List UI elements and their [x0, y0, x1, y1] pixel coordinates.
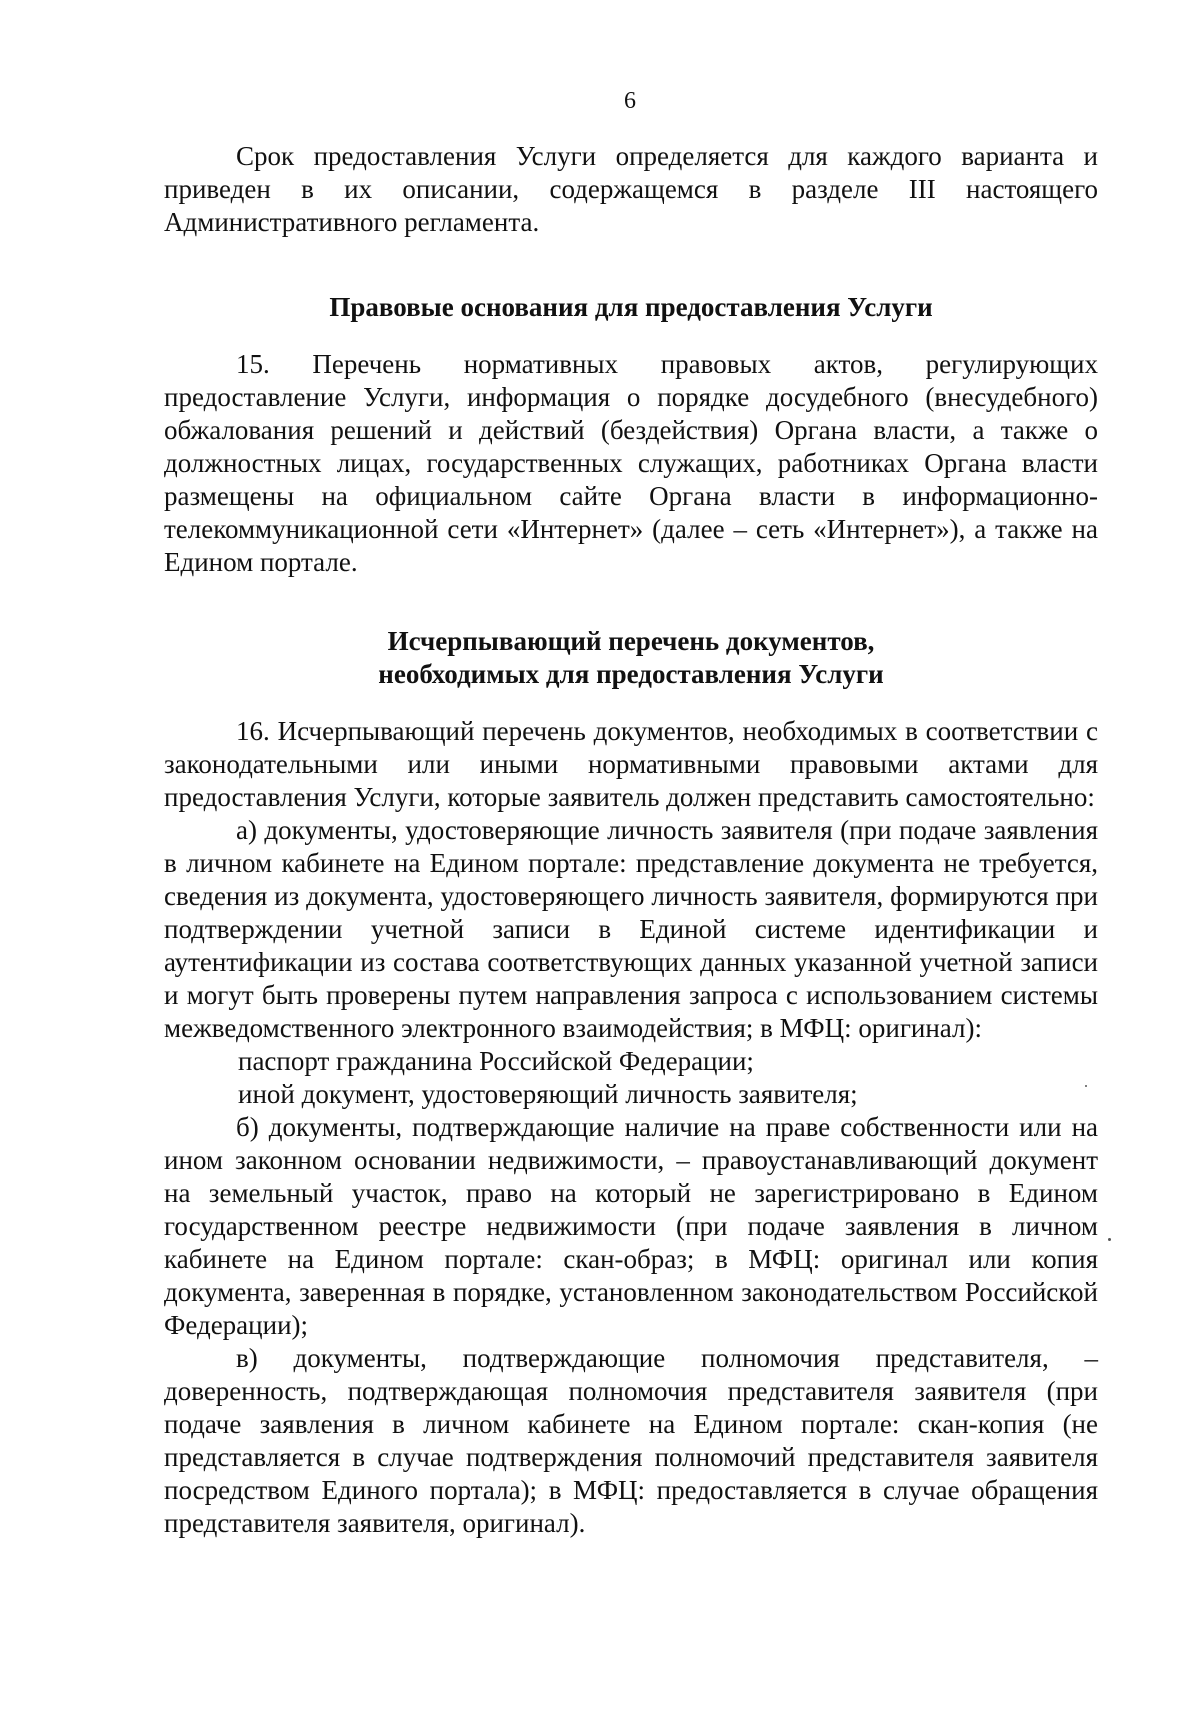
heading-documents-line1: Исчерпывающий перечень документов,: [387, 626, 875, 656]
scan-speck: [1108, 1238, 1111, 1241]
heading-documents-line2: необходимых для предоставления Услуги: [378, 659, 884, 689]
document-body: [164, 140, 1098, 1540]
intro-paragraph: Срок предоставления Услуги определяется для каждого варианта и приведен в их описании, содержащемся в разделе III настоящего Административного регламента.: [164, 141, 1098, 237]
heading-documents: [164, 625, 1098, 691]
heading-legal-grounds: Правовые основания для предоставления Услуги: [329, 292, 933, 322]
scan-speck: [1085, 1085, 1087, 1087]
item-b: б) документы, подтверждающие наличие на праве собственности или на ином законном основании недвижимости, – правоустанавливающий документ на земельный участок, право на который не зарегистрировано в Едином государственном реестре недвижимости (при подаче заявления в личном кабинете на Едином портале: скан-образ; в МФЦ: оригинал или копия документа, заверенная в порядке, установленном законодательством Российской Федерации);: [164, 1112, 1098, 1340]
item-a: а) документы, удостоверяющие личность заявителя (при подаче заявления в личном кабинете на Едином портале: представление документа не требуется, сведения из документа, удостоверяющего личность заявителя, формируются при подтверждении учетной записи в Единой системе идентификации и аутентификации из состава соответствующих данных указанной учетной записи и могут быть проверены путем направления запроса с использованием системы межведомственного электронного взаимодействия; в МФЦ: оригинал):: [164, 815, 1098, 1043]
page-number: 6: [624, 88, 636, 114]
item-v: в) документы, подтверждающие полномочия представителя, – доверенность, подтверждающая полномочия представителя заявителя (при подаче заявления в личном кабинете на Едином портале: скан-копия (не представляется в случае подтверждения полномочий представителя заявителя посредством Единого портала); в МФЦ: предоставляется в случае обращения представителя заявителя, оригинал).: [164, 1343, 1098, 1538]
item-a-passport: паспорт гражданина Российской Федерации;: [238, 1046, 754, 1076]
paragraph-15: 15. Перечень нормативных правовых актов, регулирующих предоставление Услуги, информация о порядке досудебного (внесудебного) обжалования решений и действий (бездействия) Органа власти, а также о должностных лицах, государственных служащих, работниках Органа власти размещены на официальном сайте Органа власти в информационно-телекоммуникационной сети «Интернет» (далее – сеть «Интернет»), а также на Едином портале.: [164, 349, 1098, 577]
item-a-other-id: иной документ, удостоверяющий личность заявителя;: [238, 1079, 858, 1109]
paragraph-16: 16. Исчерпывающий перечень документов, необходимых в соответствии с законодательными или иными нормативными правовыми актами для предоставления Услуги, которые заявитель должен представить самостоятельно:: [164, 716, 1098, 812]
